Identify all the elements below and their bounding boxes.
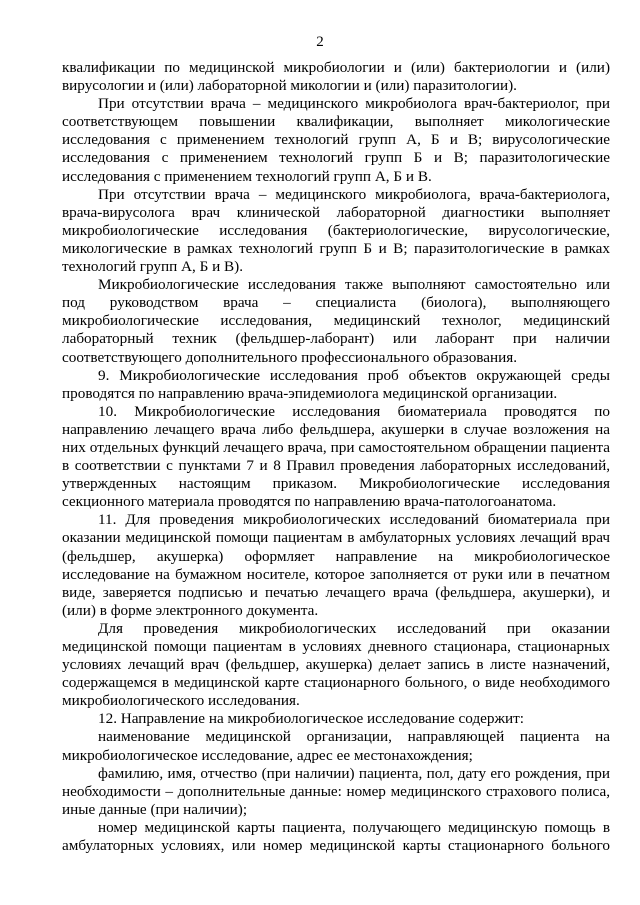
paragraph-qualification-continuation: квалификации по медицинской микробиологии и (или) бактериологии и (или) вирусологии и (или) лабораторной микологии и (или) паразитологии). — [62, 59, 610, 95]
page-number: 2 — [316, 34, 324, 50]
paragraph-patient-details: фамилию, имя, отчество (при наличии) пациента, пол, дату его рождения, при необходимости – дополнительные данные: номер медицинского страхового полиса, иные данные (при наличии); — [62, 764, 610, 818]
paragraph-medical-card-number: номер медицинской карты пациента, получающего медицинскую помощь в амбулаторных условиях, или номер медицинской карты стационарного больного — [62, 818, 610, 855]
paragraph-item-12: 12. Направление на микробиологическое исследование содержит: — [98, 710, 524, 728]
paragraph-organization-name: наименование медицинской организации, направляющей пациента на микробиологическое исследование, адрес ее местонахождения; — [62, 728, 610, 764]
paragraph-item-11: 11. Для проведения микробиологических исследований биоматериала при оказании медицинской помощи пациентам в амбулаторных условиях лечащий врач (фельдшер, акушерка) оформляет направление на микробиологическое исследование на бумажном носителе, которое заполняется от руки или в печатном виде, заверяется подписью и печатью лечащего врача (фельдшера, акушерки), и (или) в форме электронного документа. — [62, 511, 610, 619]
paragraph-bacteriologist-substitution: При отсутствии врача – медицинского микробиолога врач-бактериолог, при соответствующем повышении квалификации, выполняет микологические исследования с применением технологий групп А, Б и В; вирусологические исследования с применением технологий групп Б и В; паразитологические исследования с применением технологий групп А, Б и В. — [62, 95, 610, 185]
document-body — [62, 59, 610, 855]
paragraph-item-10: 10. Микробиологические исследования биоматериала проводятся по направлению лечащего врача либо фельдшера, акушерки в случае возложения на них отдельных функций лечащего врача, при самостоятельном обращении пациента в соответствии с пунктами 7 и 8 Правил проведения лабораторных исследований, утвержденных настоящим приказом. Микробиологические исследования секционного материала проводятся по направлению врача-патологоанатома. — [62, 402, 610, 511]
paragraph-inpatient-referral: Для проведения микробиологических исследований при оказании медицинской помощи пациентам в условиях дневного стационара, стационарных условиях лечащий врач (фельдшер, акушерка) делает запись в листе назначений, содержащемся в медицинской карте стационарного больного, о виде необходимого микробиологического исследования. — [62, 619, 610, 710]
paragraph-item-9: 9. Микробиологические исследования проб объектов окружающей среды проводятся по направлению врача-эпидемиолога медицинской организации. — [62, 366, 610, 402]
paragraph-staff-performing-research: Микробиологические исследования также выполняют самостоятельно или под руководством врача – специалиста (биолога), выполняющего микробиологические исследования, медицинский технолог, медицинский лабораторный техник (фельдшер-лаборант) или лаборант при наличии соответствующего дополнительного профессионального образования. — [62, 276, 610, 366]
paragraph-clinical-lab-doctor-substitution: При отсутствии врача – медицинского микробиолога, врача-бактериолога, врача-вирусолога врач клинической лабораторной диагностики выполняет микробиологические исследования (бактериологические, вирусологические, микологические в рамках технологий групп Б и В; паразитологические в рамках технологий групп А, Б и В). — [62, 185, 610, 276]
